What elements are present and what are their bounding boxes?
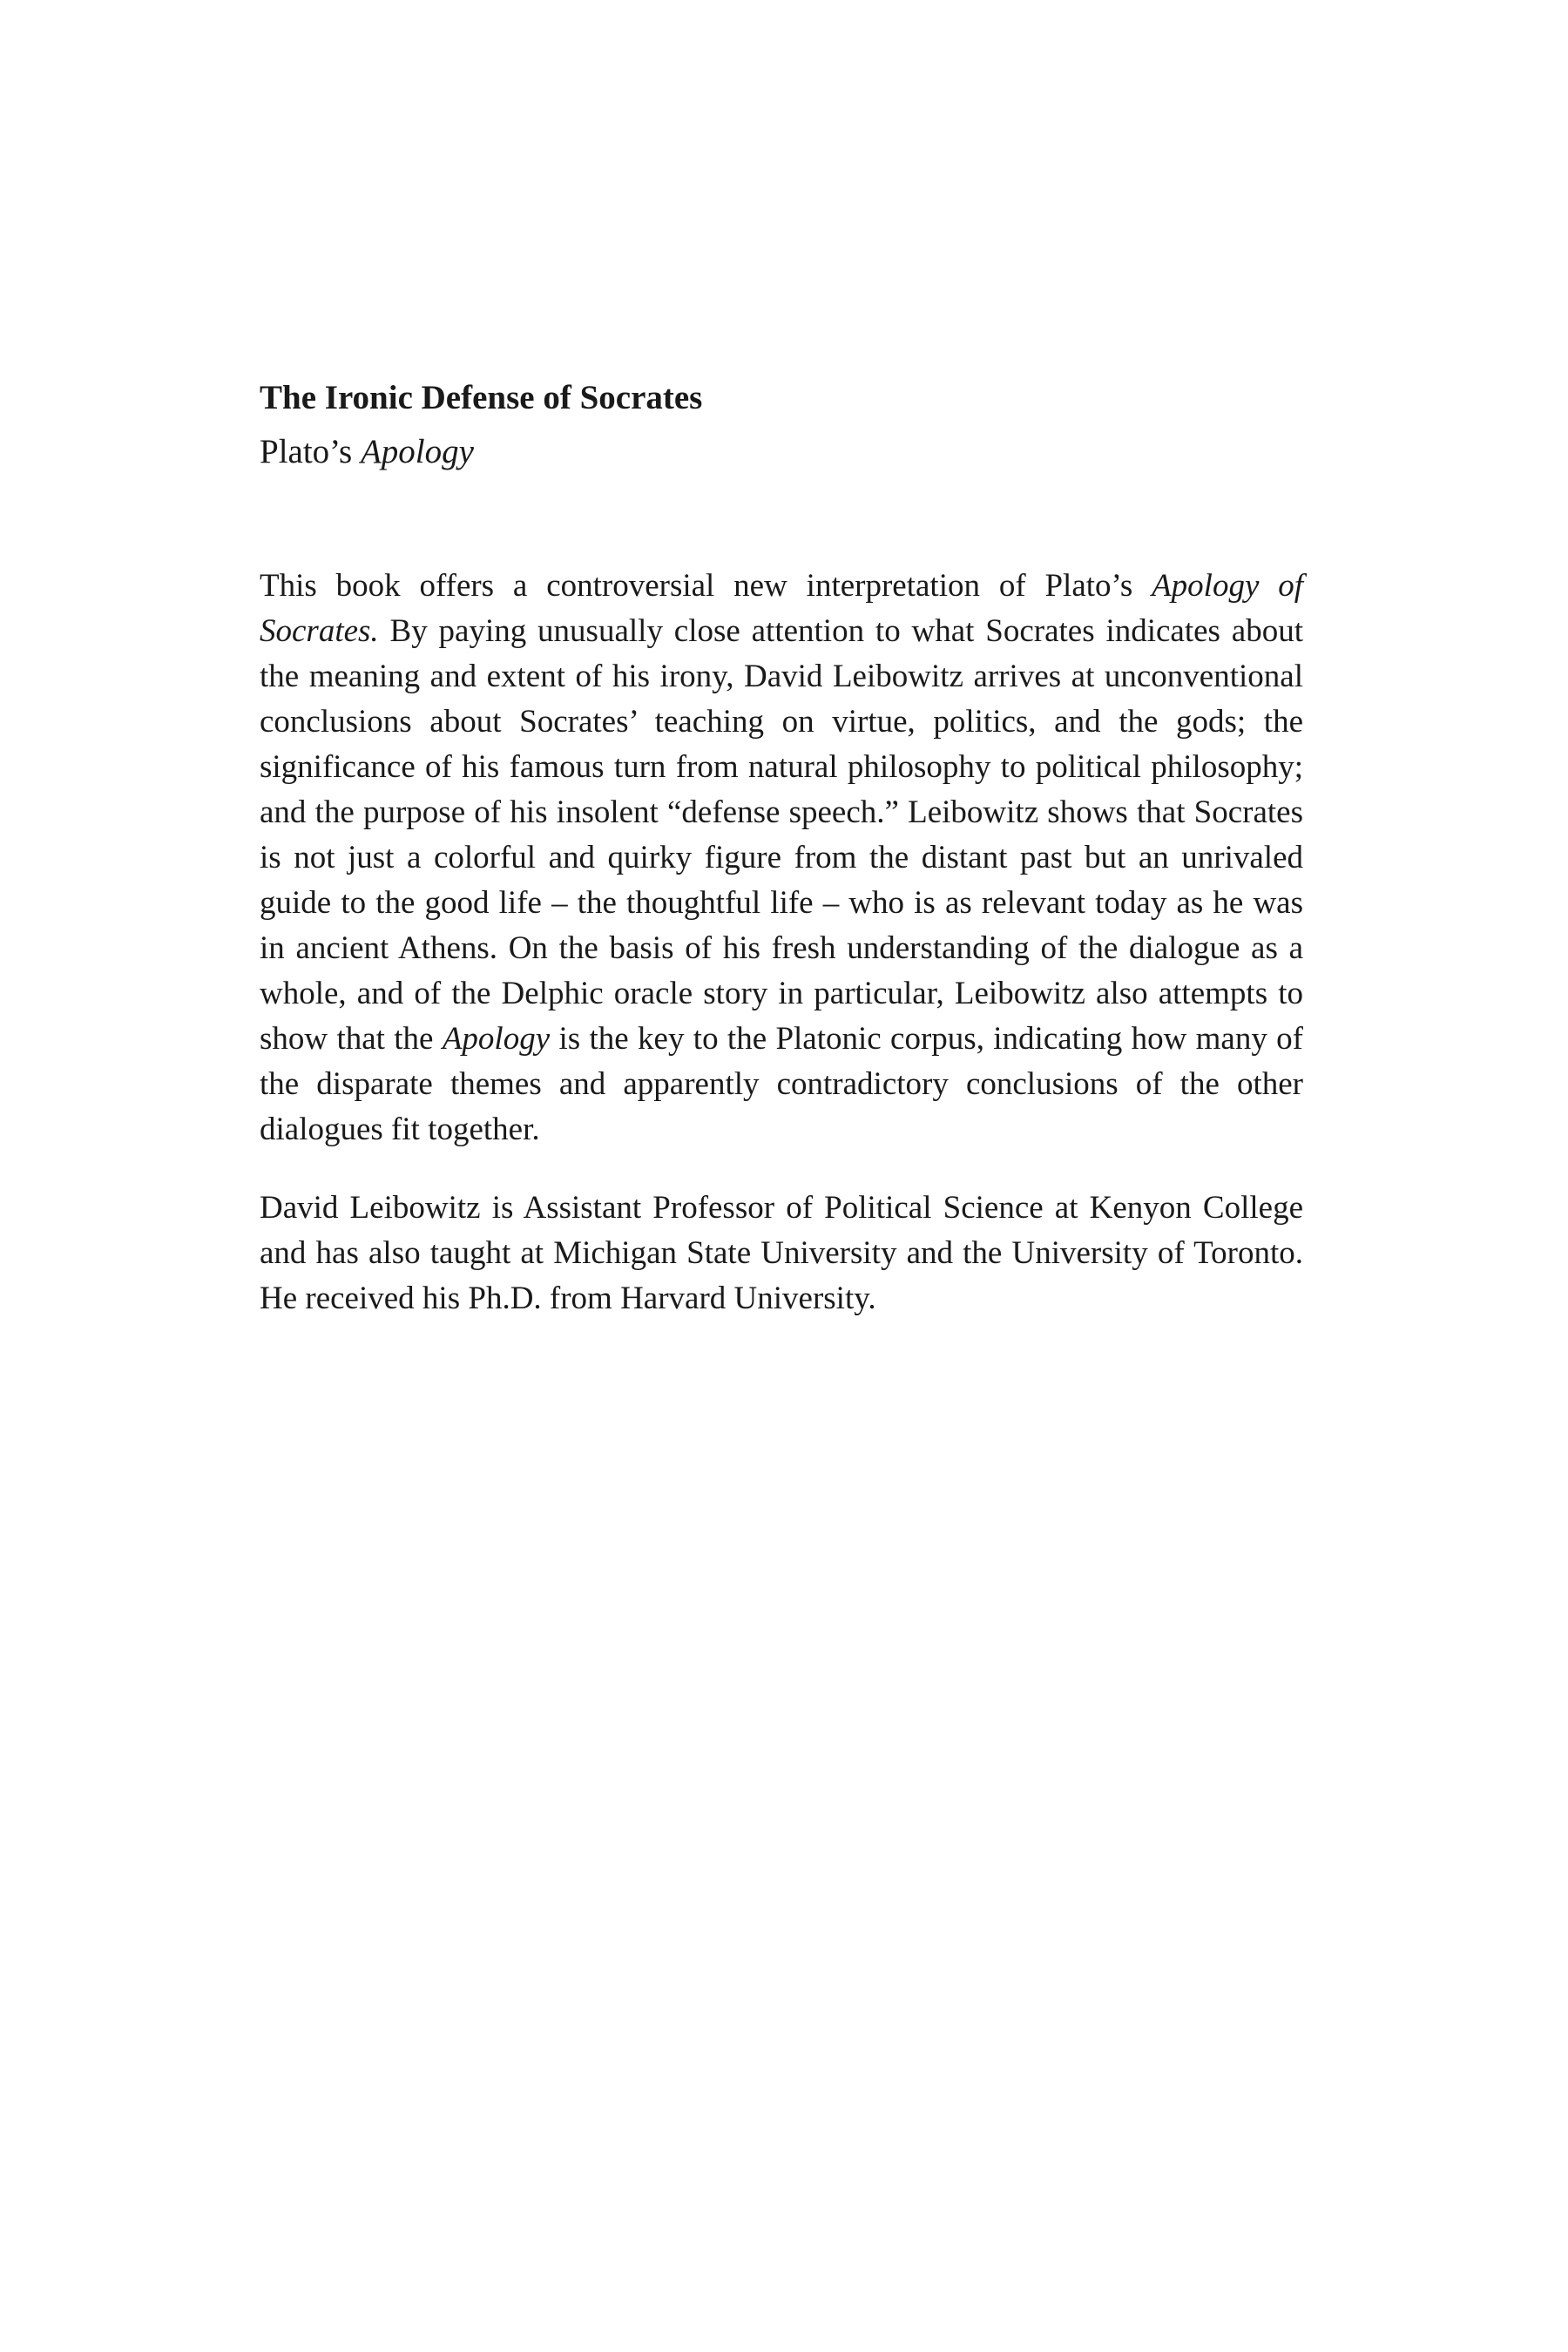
title-block: [260, 376, 1331, 474]
book-subtitle: [260, 430, 1331, 474]
description-text-3: is the key to the Platonic corpus, indicating how many of the disparate themes and apparently contradictory conclusions of the other dialogues fit together.: [260, 1021, 1303, 1147]
description-italic-1: Apology of Socrates.: [260, 568, 1303, 649]
description-italic-2: Apology: [442, 1021, 551, 1057]
author-bio-paragraph: David Leibowitz is Assistant Professor of Political Science at Kenyon College and has also taught at Michigan State University and the University of Toronto. He received his Ph.D. from Harvard University.: [260, 1190, 1303, 1316]
description-paragraph: [260, 564, 1303, 1152]
description-text-2: By paying unusually close attention to what Socrates indicates about the meaning and extent of his irony, David Leibowitz arrives at unconventional conclusions about Socrates’ teaching on virtue, politics, and the gods; the significance of his famous turn from natural philosophy to political philosophy; and the purpose of his insolent “defense speech.” Leibowitz shows that Socrates is not just a colorful and quirky figure from the distant past but an unrivaled guide to the good life – the thoughtful life – who is as relevant today as he was in ancient Athens. On the basis of his fresh understanding of the dialogue as a whole, and of the Delphic oracle story in particular, Leibowitz also attempts to show that the: [260, 613, 1303, 1057]
body-block: [260, 564, 1303, 1321]
description-text-1: This book offers a controversial new interpretation of Plato’s: [260, 568, 1152, 604]
book-title: The Ironic Defense of Socrates: [260, 379, 703, 416]
subtitle-prefix: Plato’s: [260, 433, 361, 470]
subtitle-italic: Apology: [360, 433, 474, 470]
